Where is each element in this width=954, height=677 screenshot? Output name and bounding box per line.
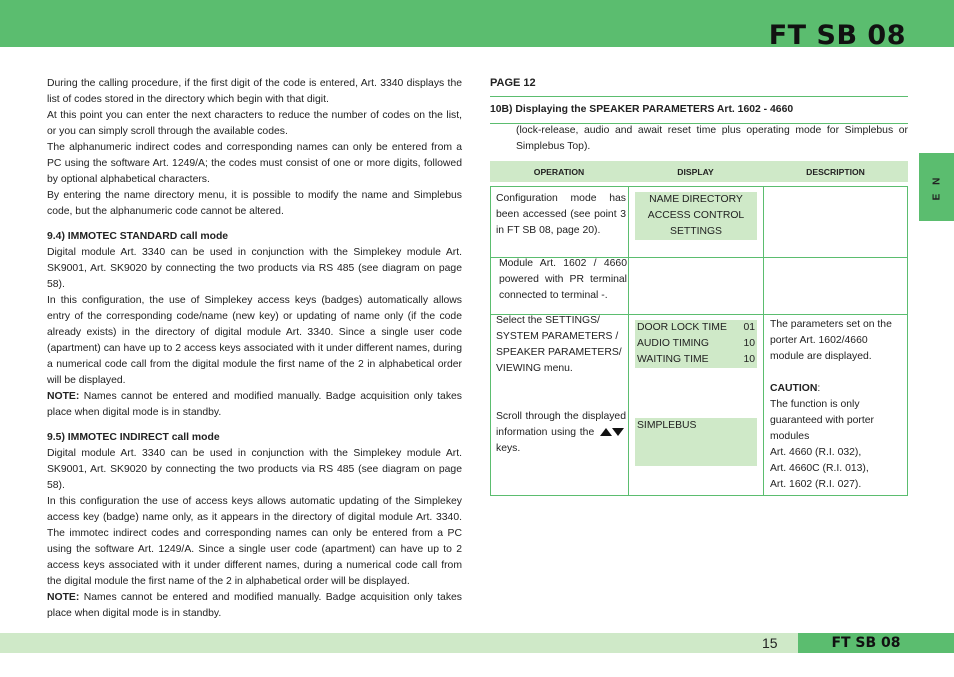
note-text: Names cannot be entered and modified manually. Badge acquisition only takes place when digital mode is in standby. bbox=[47, 391, 462, 418]
divider bbox=[490, 96, 908, 97]
language-tab bbox=[919, 153, 954, 221]
arrow-up-icon bbox=[600, 428, 612, 436]
description-text: The parameters set on the porter Art. 1602/4660 module are displayed. bbox=[770, 319, 892, 362]
scroll-text: keys. bbox=[496, 443, 521, 454]
lcd-display-mode bbox=[635, 418, 757, 466]
paragraph: During the calling procedure, if the first digit of the code is entered, Art. 3340 displays the list of codes stored in the directory which begin with that digit. bbox=[47, 78, 462, 105]
scroll-text: Scroll through the displayed information using the bbox=[496, 411, 626, 438]
lcd-line: ACCESS CONTROL bbox=[647, 210, 745, 221]
parameters-table bbox=[490, 186, 908, 496]
right-header bbox=[490, 76, 908, 130]
intro-text: (lock-release, audio and await reset time plus operating mode for Simplebus or Simplebus Top). bbox=[516, 125, 908, 152]
paragraph: Digital module Art. 3340 can be used in conjunction with the Simplekey module Art. SK9001, Art. SK9020 by connecting the two products via RS 485 (see diagram on page 58). bbox=[47, 448, 462, 491]
row3-scroll-instruction bbox=[496, 409, 626, 457]
column-header-operation: OPERATION bbox=[533, 166, 585, 177]
column-divider bbox=[763, 187, 764, 495]
spacer bbox=[770, 365, 902, 381]
lcd-line: NAME DIRECTORY bbox=[649, 194, 743, 205]
column-header-description: DESCRIPTION bbox=[806, 166, 865, 177]
row2-operation: Module Art. 1602 / 4660 powered with PR terminal connected to terminal -. bbox=[499, 258, 627, 301]
paragraph: At this point you can enter the next characters to reduce the number of codes on the list, or you can simply scroll through the available codes. bbox=[47, 110, 462, 137]
column-header-display: DISPLAY bbox=[677, 166, 714, 177]
section-heading-9-5: 9.5) IMMOTEC INDIRECT call mode bbox=[47, 432, 220, 443]
lcd-param-label: WAITING TIME bbox=[637, 354, 709, 365]
lcd-param-label: AUDIO TIMING bbox=[637, 338, 709, 349]
column-divider bbox=[628, 187, 629, 495]
arrow-down-icon bbox=[612, 428, 624, 436]
row1-operation: Configuration mode has been accessed (see point 3 in FT SB 08, page 20). bbox=[496, 193, 626, 236]
lcd-display-menu bbox=[635, 192, 757, 240]
page-number: 15 bbox=[762, 635, 778, 651]
caution-label: CAUTION bbox=[770, 383, 818, 394]
lcd-param-value: 10 bbox=[743, 354, 755, 365]
caution-heading bbox=[770, 381, 902, 397]
note-text: Names cannot be entered and modified manually. Badge acquisition only takes place when digital mode is in standby. bbox=[47, 592, 462, 619]
caution-line: Art. 1602 (R.I. 027). bbox=[770, 479, 862, 490]
note-paragraph bbox=[47, 590, 462, 622]
lcd-display-parameters bbox=[635, 320, 757, 368]
note-label: NOTE: bbox=[47, 391, 80, 402]
lcd-param-value: 01 bbox=[743, 322, 755, 333]
caution-colon: : bbox=[817, 383, 821, 394]
row3-description bbox=[770, 317, 902, 493]
lcd-param-value: 10 bbox=[743, 338, 755, 349]
table-header bbox=[490, 161, 908, 182]
caution-line: Art. 4660C (R.I. 013), bbox=[770, 463, 869, 474]
document-title: FT SB 08 bbox=[768, 20, 906, 51]
note-label: NOTE: bbox=[47, 592, 80, 603]
lcd-param-label: DOOR LOCK TIME bbox=[637, 322, 727, 333]
paragraph: In this configuration, the use of Simplekey access keys (badges) automatically allows entry of the corresponding code/name (new key) or updating of name only (if the code already exists) in the directory of digital module Art. 3340. Since a single user code (apartment) can have up to 2 access keys associated with it under different names, during a numerical code call from the digital module the first name of the 2 in alphabetical order will be displayed. bbox=[47, 295, 462, 386]
paragraph: By entering the name directory menu, it is possible to modify the name and Simplebus code, but the alphanumeric code cannot be altered. bbox=[47, 190, 462, 217]
lcd-line: SETTINGS bbox=[670, 226, 722, 237]
caution-line: The function is only guaranteed with porter modules bbox=[770, 399, 874, 442]
lcd-param-row bbox=[635, 336, 757, 352]
footer-title: FT SB 08 bbox=[831, 635, 901, 651]
paragraph: Digital module Art. 3340 can be used in conjunction with the Simplekey module Art. SK9001, Art. SK9020 by connecting the two products via RS 485 (see diagram on page 58). bbox=[47, 247, 462, 290]
section-heading-9-4: 9.4) IMMOTEC STANDARD call mode bbox=[47, 231, 229, 242]
section-title-10b: 10B) Displaying the SPEAKER PARAMETERS Art. 1602 - 4660 bbox=[490, 104, 794, 115]
lcd-param-row bbox=[635, 320, 757, 336]
lcd-line: SIMPLEBUS bbox=[637, 420, 697, 431]
row3-operation: Select the SETTINGS/ SYSTEM PARAMETERS / SPEAKER PARAMETERS/ VIEWING menu. bbox=[496, 315, 622, 374]
paragraph: In this configuration the use of access keys allows automatic updating of the Simplekey access key (badge) name only, as it appears in the directory of digital module Art. 3340. The immotec indirect codes and corresponding names can only be entered from a PC using the software Art. 1249/A. Since a single user code (apartment) can have up to 2 access keys associated with it under different names, during a numerical code call from the digital module the first name of the 2 in alphabetical order will be displayed. bbox=[47, 496, 462, 587]
paragraph: The alphanumeric indirect codes and corresponding names can only be entered from a PC using the software Art. 1249/A; the codes must consist of one or more digits, followed by optional alphabetical characters. bbox=[47, 142, 462, 185]
lcd-param-row bbox=[635, 352, 757, 368]
language-tab-label: E N bbox=[930, 174, 942, 200]
caution-line: Art. 4660 (R.I. 032), bbox=[770, 447, 862, 458]
note-paragraph bbox=[47, 389, 462, 421]
page-reference: PAGE 12 bbox=[490, 77, 536, 89]
left-column bbox=[47, 76, 462, 622]
